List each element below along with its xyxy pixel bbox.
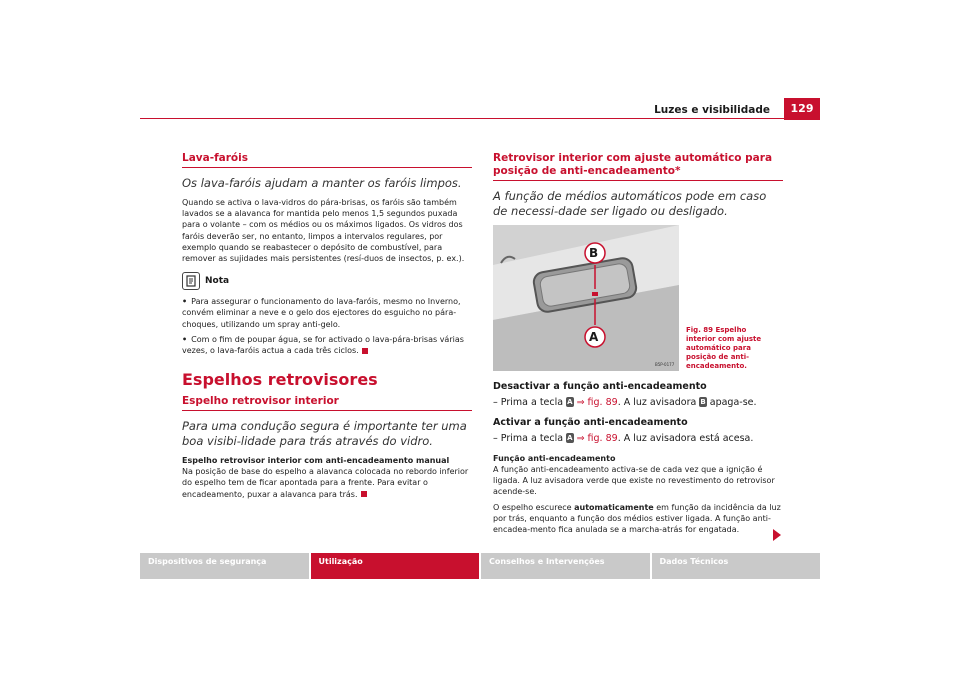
section-divider <box>182 167 472 168</box>
activate-step: – Prima a tecla A ⇒ fig. 89. A luz avisadora está acesa. <box>493 433 754 444</box>
figure-label-a: A <box>589 330 599 344</box>
deactivate-heading: Desactivar a função anti-encadeamento <box>493 381 707 392</box>
figure-caption: Fig. 89 Espelho interior com ajuste automático para posição de anti-encadeamento. <box>686 326 762 370</box>
left-column <box>182 152 472 504</box>
note-header <box>182 272 472 290</box>
next-page-arrow-icon[interactable] <box>773 529 781 541</box>
section-body: Quando se activa o lava-vidros do pára-brisas, os faróis são também lavados se a alavanca for mantida pelo menos 1,5 segundos puxada para o volante – com os médios ou os máximos ligados. Os vidros dos faróis deverão ser, no entanto, limpos a intervalos regulares, por exemplo quando se reabastecer o depósito de combustível, para remover as sujidades mais persistentes (resí-duos de insectos, p. ex.). <box>182 198 465 264</box>
note-bullet: • Com o fim de poupar água, se for activado o lava-pára-brisas várias vezes, o lava-faróis actua a cada três ciclos. <box>182 334 464 356</box>
mirror-drawing <box>493 225 679 371</box>
figure-89 <box>493 225 783 371</box>
end-of-section-icon <box>362 348 368 354</box>
section-lead: Para uma condução segura é importante ter uma boa visibi-lidade para trás através do vidro. <box>182 419 467 449</box>
section-title-auto-dimming-mirror: Retrovisor interior com ajuste automático para posição de anti-encadeamento* <box>493 152 773 177</box>
section-lead: Os lava-faróis ajudam a manter os faróis limpos. <box>182 176 462 190</box>
footer-tab-technical-data[interactable]: Dados Técnicos <box>652 553 821 579</box>
subsection-label: Função anti-encadeamento <box>493 454 616 463</box>
section-title-headlight-washer: Lava-faróis <box>182 152 248 164</box>
footer-tab-tips[interactable]: Conselhos e Intervenções <box>481 553 650 579</box>
right-column <box>493 152 783 539</box>
note-bullet: • Para assegurar o funcionamento do lava-faróis, mesmo no Inverno, convém eliminar a neve e o gelo dos ejectores do esguicho no pára-choques, utilizando um spray anti-gelo. <box>182 297 461 329</box>
page-number: 129 <box>784 98 820 120</box>
section-divider <box>493 180 783 181</box>
mirror-illustration <box>493 225 679 371</box>
note-title: Nota <box>205 276 230 287</box>
section-body: O espelho escurece automaticamente em função da incidência da luz por trás, enquanto a função dos médios estiver ligada. A função anti-encadea-mento fica anulada se a marcha-atrás for engatada. <box>493 502 781 535</box>
page-header-title: Luzes e visibilidade <box>654 104 770 116</box>
section-body: A função anti-encadeamento activa-se de cada vez que a ignição é ligada. A luz avisadora verde que existe no revestimento do retrovisor acende-se. <box>493 465 775 497</box>
section-title-interior-mirror: Espelho retrovisor interior <box>182 395 339 408</box>
bullet-icon: • <box>182 297 188 307</box>
subsection-label: Espelho retrovisor interior com anti-encadeamento manual <box>182 456 450 466</box>
deactivate-step: – Prima a tecla A ⇒ fig. 89. A luz avisadora B apaga-se. <box>493 397 757 408</box>
header-divider <box>140 118 820 119</box>
key-b-icon: B <box>700 398 706 406</box>
section-body: Na posição de base do espelho a alavanca colocada no rebordo inferior do espelho tem de ficar apontada para a frente. Para evitar o encadeamento, puxar a alavanca para trás. <box>182 467 469 499</box>
figure-reference-link[interactable]: ⇒ fig. 89 <box>576 433 618 444</box>
footer-tab-usage[interactable]: Utilização <box>311 553 480 579</box>
bullet-icon: • <box>182 334 188 344</box>
activate-heading: Activar a função anti-encadeamento <box>493 417 688 428</box>
footer-tab-safety[interactable]: Dispositivos de segurança <box>140 553 309 579</box>
key-a-icon: A <box>567 434 573 442</box>
figure-reference-link[interactable]: ⇒ fig. 89 <box>576 397 618 408</box>
figure-code: B5P-0177 <box>655 362 675 367</box>
footer-nav <box>140 553 820 579</box>
end-of-section-icon <box>361 491 367 497</box>
section-lead: A função de médios automáticos pode em caso de necessi-dade ser ligado ou desligado. <box>493 189 767 218</box>
note-icon <box>182 272 200 290</box>
section-divider <box>182 410 472 411</box>
chapter-title: Espelhos retrovisores <box>182 370 378 390</box>
figure-label-b: B <box>589 246 599 260</box>
key-a-icon: A <box>567 398 573 406</box>
